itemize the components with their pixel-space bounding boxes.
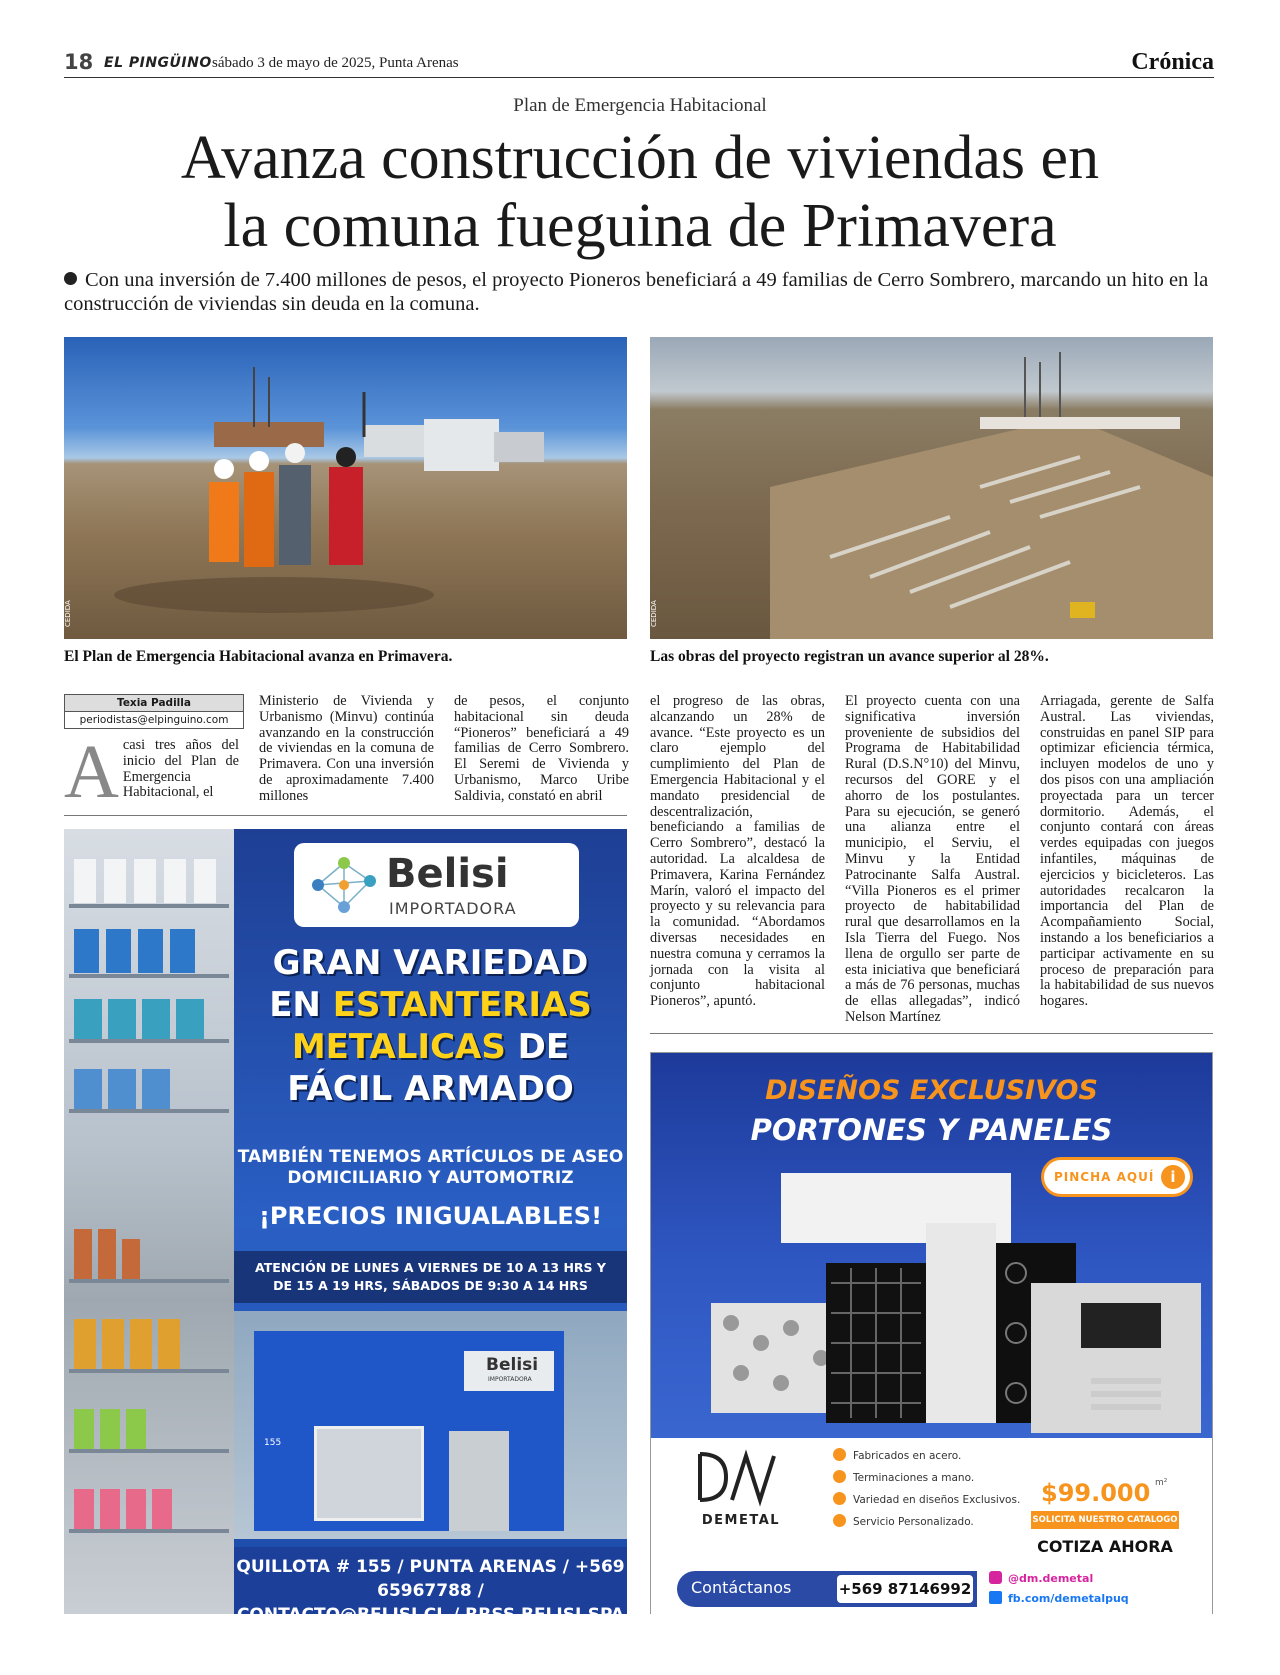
- section-name: Crónica: [1131, 49, 1214, 75]
- headline-line-2b: ESTANTERIAS: [332, 985, 592, 1025]
- store-sign: [464, 1351, 554, 1391]
- store-number: 155: [264, 1438, 282, 1448]
- belisi-logo-box: [294, 843, 579, 927]
- subtext-line-2: DOMICILIARIO Y AUTOMOTRIZ: [287, 1168, 574, 1188]
- facebook-icon: [989, 1591, 1002, 1604]
- body-column-1: [64, 730, 239, 814]
- body-column-2: Ministerio de Vivienda y Urbanismo (Minvu) continúa avanzando en la construcción de viviendas en la comuna de Primavera. Con una inversión de aproximadamente 7.400 millones: [259, 693, 434, 804]
- body-column-5: El proyecto cuenta con una significativa inversión proveniente de subsidios del Programa de Habitabilidad Rural (D.S.N°10) del Minvu, recursos del GORE y el ahorro de los postulantes. Para su ejecución, se generó una alianza entre el municipio, el Serviu, el Minvu y la Entidad Patrocinante Salfa Austral. “Villa Pioneros es el primer proyecto de habitabilidad rural que desarrollamos en la Isla Tierra del Fuego. Nos llena de orgullo ser parte de esta iniciativa que beneficiará a más de 76 personas, muchas de ellas allegadas”, indicó Nelson Martínez: [845, 693, 1020, 1025]
- ad-demetal[interactable]: [650, 1052, 1213, 1614]
- demetal-headline-2: PORTONES Y PANELES: [750, 1113, 1113, 1147]
- check-icon: [833, 1470, 846, 1483]
- demetal-headline-1: DISEÑOS EXCLUSIVOS: [765, 1075, 1098, 1106]
- demetal-gates-illustration: [651, 1163, 1212, 1438]
- headline-line-4: FÁCIL ARMADO: [287, 1069, 574, 1109]
- belisi-store-photo: [234, 1311, 627, 1539]
- check-icon: [833, 1492, 846, 1505]
- demetal-contact-bar: [677, 1571, 977, 1607]
- contact-line-1: QUILLOTA # 155 / PUNTA ARENAS / +569 65967788 /: [236, 1557, 625, 1601]
- photo1-credit: CEDIDA: [64, 600, 72, 627]
- store-door: [449, 1431, 509, 1531]
- demetal-price-unit: m²: [1155, 1478, 1168, 1488]
- shelves-illustration: [64, 829, 234, 1614]
- issue-date: sábado 3 de mayo de 2025, Punta Arenas: [212, 55, 459, 71]
- feature-2: Terminaciones a mano.: [853, 1472, 975, 1484]
- demetal-phone[interactable]: +569 87146992: [837, 1575, 973, 1603]
- demetal-social: [989, 1569, 1129, 1609]
- belisi-subtext: [234, 1147, 627, 1189]
- page-number: 18: [64, 50, 94, 74]
- demetal-logo-icon: [696, 1448, 786, 1506]
- newspaper-logo: EL PINGÜINO: [104, 55, 212, 71]
- info-icon: i: [1161, 1165, 1185, 1189]
- article-title: [60, 124, 1220, 260]
- headline-line-3a: METALICAS: [291, 1027, 506, 1067]
- divider-left: [64, 815, 627, 816]
- divider-right: [650, 1033, 1213, 1034]
- page-header: [64, 48, 1214, 78]
- instagram-icon: [989, 1571, 1002, 1584]
- dek-text: Con una inversión de 7.400 millones de pesos, el proyecto Pioneros beneficiará a 49 familias de Cerro Sombrero, marcando un hito en la construcción de viviendas sin deuda en la comuna.: [64, 269, 1209, 315]
- article-kicker: Plan de Emergencia Habitacional: [513, 95, 767, 116]
- belisi-contact: [234, 1547, 627, 1625]
- cta-label: PINCHA AQUÍ: [1054, 1170, 1155, 1184]
- subtext-line-1: TAMBIÉN TENEMOS ARTÍCULOS DE ASEO: [237, 1147, 624, 1167]
- contact-label: Contáctanos: [691, 1578, 792, 1597]
- store-sign-sub: IMPORTADORA: [488, 1376, 532, 1383]
- demetal-price: $99.000: [1041, 1479, 1151, 1507]
- photo2-caption: Las obras del proyecto registran un avance superior al 28%.: [650, 648, 1049, 665]
- hours-line-2: DE 15 A 19 HRS, SÁBADOS DE 9:30 A 14 HRS: [273, 1278, 588, 1293]
- hours-line-1: ATENCIÓN DE LUNES A VIERNES DE 10 A 13 HRS Y: [255, 1260, 606, 1275]
- bullet-icon: [64, 272, 77, 285]
- instagram-handle[interactable]: @dm.demetal: [1008, 1572, 1094, 1585]
- demetal-brand: DEMETAL: [701, 1513, 781, 1528]
- belisi-network-icon: [308, 851, 380, 919]
- demetal-catalog-button[interactable]: SOLICITA NUESTRO CATALOGO: [1031, 1511, 1179, 1529]
- ad-belisi[interactable]: [64, 829, 627, 1625]
- belisi-brand-sub: IMPORTADORA: [389, 899, 517, 918]
- body-column-4: el progreso de las obras, alcanzando un 28% de avance. “Este proyecto es un claro ejemplo del cumplimiento del Plan de Emergencia Habitacional y el mandato presidencial de descentralización, beneficiando a familias de Cerro Sombrero”, destacó la autoridad. La alcaldesa de Primavera, Karina Fernández Marín, valoró el impacto del proyecto y su relevancia para la comunidad. “Abordamos diversas necesidades en nuestra comuna y cerramos la jornada con la visita al conjunto habitacional Pioneros”, apuntó.: [650, 693, 825, 1010]
- photo1-illustration: [64, 337, 627, 639]
- byline-name: Texia Padilla: [65, 695, 243, 712]
- store-window: [314, 1426, 424, 1521]
- demetal-features: [833, 1445, 1020, 1533]
- photo2-credit: CEDIDA: [650, 600, 658, 627]
- check-icon: [833, 1448, 846, 1461]
- photo-aerial-site: [650, 337, 1213, 639]
- col1-text: casi tres años del inicio del Plan de Emergencia Habitacional, el: [122, 737, 239, 801]
- title-line-2: la comuna fueguina de Primavera: [223, 192, 1057, 260]
- belisi-brand: Belisi: [386, 851, 509, 897]
- feature-3: Variedad en diseños Exclusivos.: [853, 1494, 1021, 1506]
- photo2-illustration: [650, 337, 1213, 639]
- byline-email[interactable]: periodistas@elpinguino.com: [79, 714, 229, 726]
- photo-construction-site: [64, 337, 627, 639]
- article-dek: [64, 268, 1214, 316]
- demetal-quote: COTIZA AHORA: [1037, 1537, 1173, 1556]
- store-sign-brand: Belisi: [486, 1355, 539, 1375]
- belisi-hours: [234, 1251, 627, 1303]
- belisi-headline: [234, 942, 627, 1110]
- body-column-3: de pesos, el conjunto habitacional sin deuda “Pioneros” beneficiará a 49 familias de Cerro Sombrero. El Seremi de Vivienda y Urbanismo, Marco Uribe Saldivia, constató en abril: [454, 693, 629, 804]
- headline-line-3b: DE: [505, 1027, 570, 1067]
- facebook-handle[interactable]: fb.com/demetalpuq: [1008, 1592, 1129, 1605]
- feature-4: Servicio Personalizado.: [853, 1516, 974, 1528]
- title-line-1: Avanza construcción de viviendas en: [180, 124, 1100, 192]
- headline-line-1: GRAN VARIEDAD: [272, 943, 589, 983]
- ad-shelves-photo: [64, 829, 234, 1614]
- feature-1: Fabricados en acero.: [853, 1450, 962, 1462]
- byline: [64, 694, 244, 729]
- drop-cap: A: [64, 730, 119, 814]
- contact-line-2: CONTACTO@BELISI.CL / RRSS BELISI.SPA: [236, 1605, 625, 1625]
- headline-line-2a: EN: [269, 985, 333, 1025]
- photo1-caption: El Plan de Emergencia Habitacional avanza en Primavera.: [64, 648, 453, 665]
- check-icon: [833, 1514, 846, 1527]
- body-column-6: Arriagada, gerente de Salfa Austral. Las viviendas, construidas en panel SIP para optimizar eficiencia térmica, incluyen modelos de uno y dos pisos con una ampliación proyectada para un tercer dormitorio. Además, el conjunto contará con áreas verdes equipadas con juegos infantiles, máquinas de ejercicios y bicicleteros. Las autoridades recalcaron la importancia del Plan de Acompañamiento Social, instando a los beneficiarios a participar activamente en su proceso de preparación para la habitabilidad de sus nuevos hogares.: [1040, 693, 1214, 1010]
- belisi-prices: ¡PRECIOS INIGUALABLES!: [258, 1202, 603, 1230]
